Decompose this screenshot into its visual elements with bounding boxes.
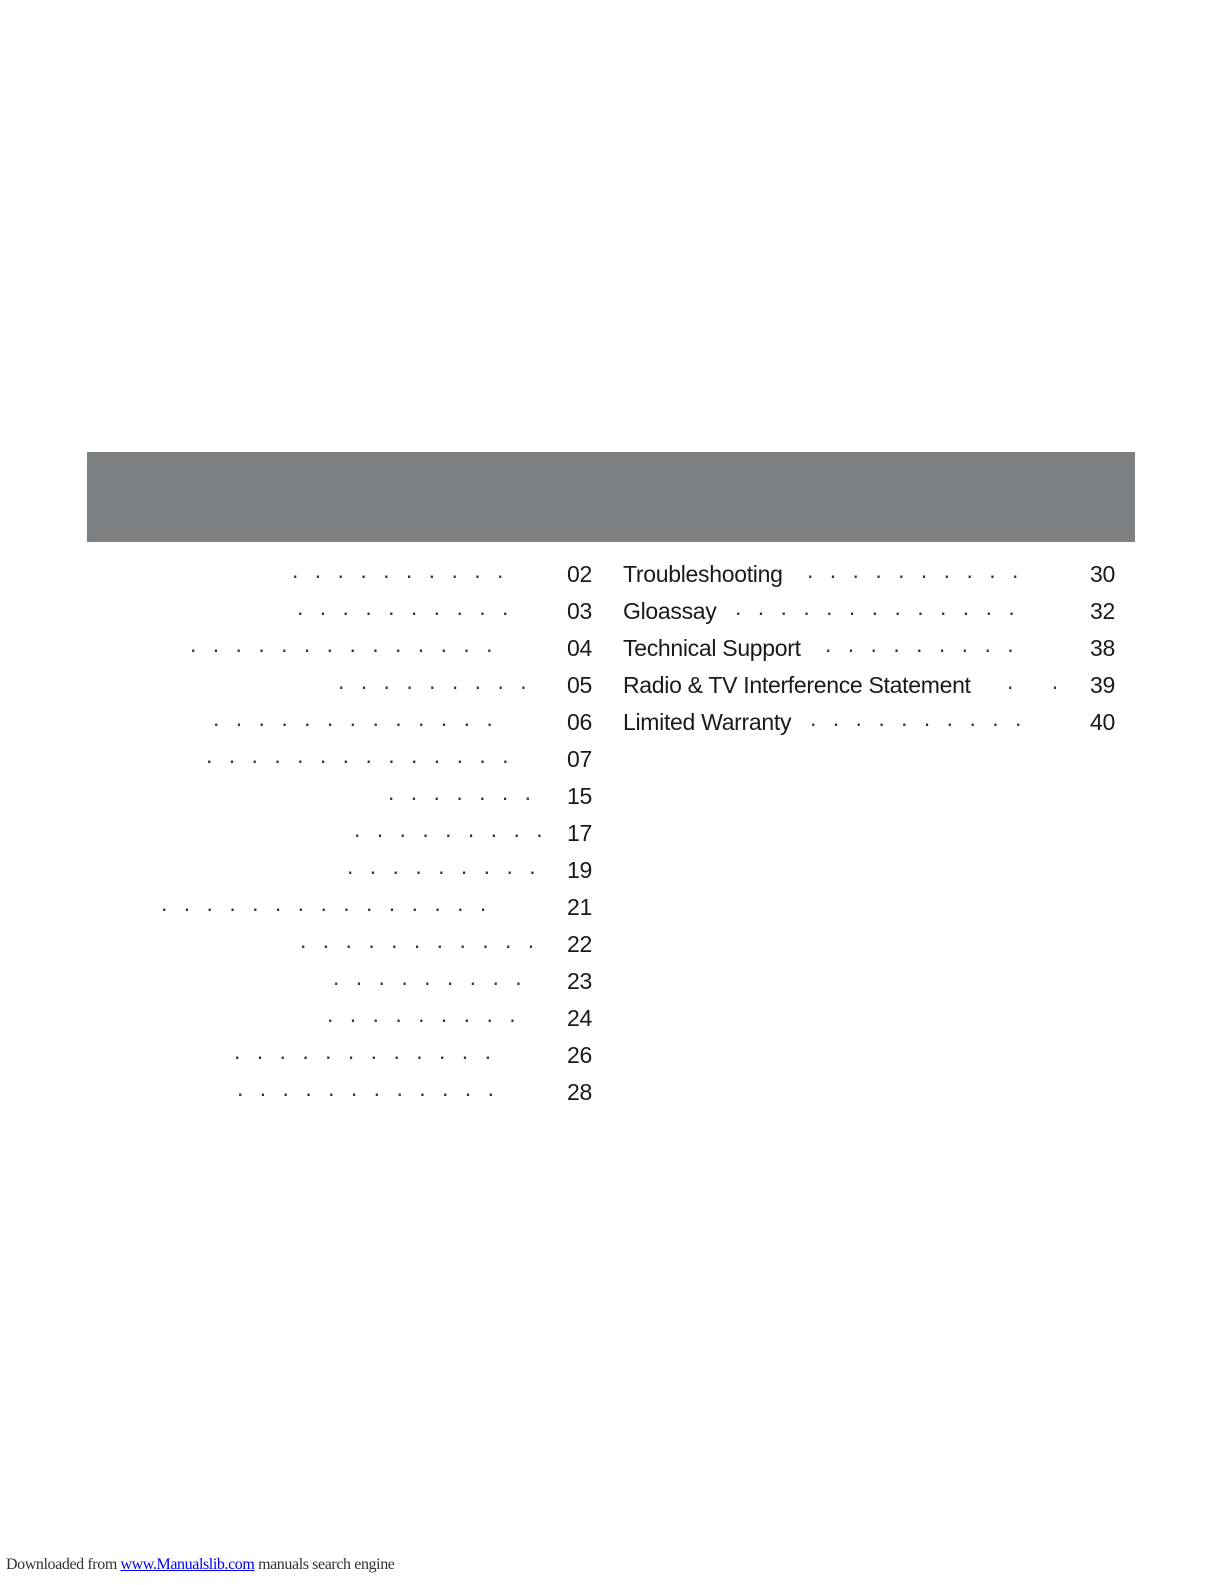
toc-page-number: 15 <box>567 783 592 809</box>
toc-entry[interactable] <box>87 1000 592 1037</box>
toc-page-number: 17 <box>567 820 592 846</box>
toc-dot-leader: . . . . . . . . . <box>327 1001 516 1027</box>
download-footer <box>6 1556 395 1574</box>
toc-page-number: 21 <box>567 894 592 920</box>
toc-right-column <box>623 556 1115 741</box>
toc-entry[interactable] <box>87 741 592 778</box>
toc-entry[interactable] <box>87 963 592 1000</box>
toc-page-number: 28 <box>567 1079 592 1105</box>
toc-entry[interactable] <box>87 667 592 704</box>
toc-dot-leader: . . . . . . . . . . <box>297 594 509 620</box>
toc-entry-title: Gloassay <box>623 598 717 624</box>
toc-dot-leader: . . . . . . . . . . . . . <box>735 594 1015 620</box>
toc-entry-troubleshooting[interactable] <box>623 556 1115 593</box>
footer-prefix: Downloaded from <box>6 1556 117 1573</box>
toc-dot-leader: . . . . . . . . . . . <box>300 927 535 953</box>
toc-page-number: 22 <box>567 931 592 957</box>
toc-dot-leader: . . . . . . . . . . <box>810 705 1022 731</box>
toc-left-column <box>87 556 592 1111</box>
toc-entry[interactable] <box>87 1037 592 1074</box>
toc-page-number: 02 <box>567 561 592 587</box>
toc-entry-limited-warranty[interactable] <box>623 704 1115 741</box>
toc-entry-technical-support[interactable] <box>623 630 1115 667</box>
toc-dot-leader: . . . . . . . . . . . . <box>234 1038 491 1064</box>
toc-page-number: 06 <box>567 709 592 735</box>
toc-page-number: 38 <box>1090 635 1115 661</box>
toc-page-number: 19 <box>567 857 592 883</box>
toc-dot-leader: . . . . . . . . . <box>333 964 522 990</box>
toc-entry-gloassay[interactable] <box>623 593 1115 630</box>
toc-dot-leader: . . . . . . . . . <box>354 816 543 842</box>
toc-page-number: 23 <box>567 968 592 994</box>
toc-dot-leader: . . . . . . . . . . <box>292 557 504 583</box>
toc-dot-leader: . . . . . . . . . <box>347 853 536 879</box>
toc-page-number: 24 <box>567 1005 592 1031</box>
toc-entry-title: Radio & TV Interference Statement <box>623 672 971 698</box>
toc-entry[interactable] <box>87 593 592 630</box>
toc-page-number: 04 <box>567 635 592 661</box>
toc-dot-leader: . . . . . . . . . . . . . . . <box>161 890 487 916</box>
header-band <box>87 452 1135 542</box>
toc-page-number: 39 <box>1090 672 1115 698</box>
toc-entry[interactable] <box>87 815 592 852</box>
toc-page-number: 40 <box>1090 709 1115 735</box>
toc-dot-leader: . . . . . . . . . <box>338 668 527 694</box>
toc-entry[interactable] <box>87 852 592 889</box>
toc-entry[interactable] <box>87 1074 592 1111</box>
toc-page-number: 32 <box>1090 598 1115 624</box>
footer-suffix: manuals search engine <box>258 1556 395 1573</box>
toc-entry[interactable] <box>87 778 592 815</box>
toc-dot-leader: . . . . . . . . . . . . . . <box>206 742 509 768</box>
toc-page-number: 07 <box>567 746 592 772</box>
toc-entry[interactable] <box>87 630 592 667</box>
toc-page-number: 03 <box>567 598 592 624</box>
toc-dot-leader: . . . . . . . . . <box>825 631 1014 657</box>
toc-page-number: 26 <box>567 1042 592 1068</box>
toc-dot-leader: . . . . . . . <box>388 779 532 805</box>
toc-entry-radio-tv-interference[interactable] <box>623 667 1115 704</box>
toc-entry-title: Limited Warranty <box>623 709 792 735</box>
toc-dot-leader: . . . . . . . . . . . . . . <box>190 631 493 657</box>
toc-entry[interactable] <box>87 889 592 926</box>
toc-page-number: 05 <box>567 672 592 698</box>
toc-entry[interactable] <box>87 704 592 741</box>
toc-entry-title: Technical Support <box>623 635 801 661</box>
toc-entry-title: Troubleshooting <box>623 561 783 587</box>
toc-entry[interactable] <box>87 556 592 593</box>
toc-dot-leader: . . <box>1007 668 1059 694</box>
toc-dot-leader: . . . . . . . . . . . . . <box>213 705 493 731</box>
toc-dot-leader: . . . . . . . . . . <box>807 557 1019 583</box>
toc-dot-leader: . . . . . . . . . . . . <box>237 1075 494 1101</box>
toc-entry[interactable] <box>87 926 592 963</box>
toc-page-number: 30 <box>1090 561 1115 587</box>
manualslib-link[interactable]: www.Manualslib.com <box>120 1556 255 1573</box>
